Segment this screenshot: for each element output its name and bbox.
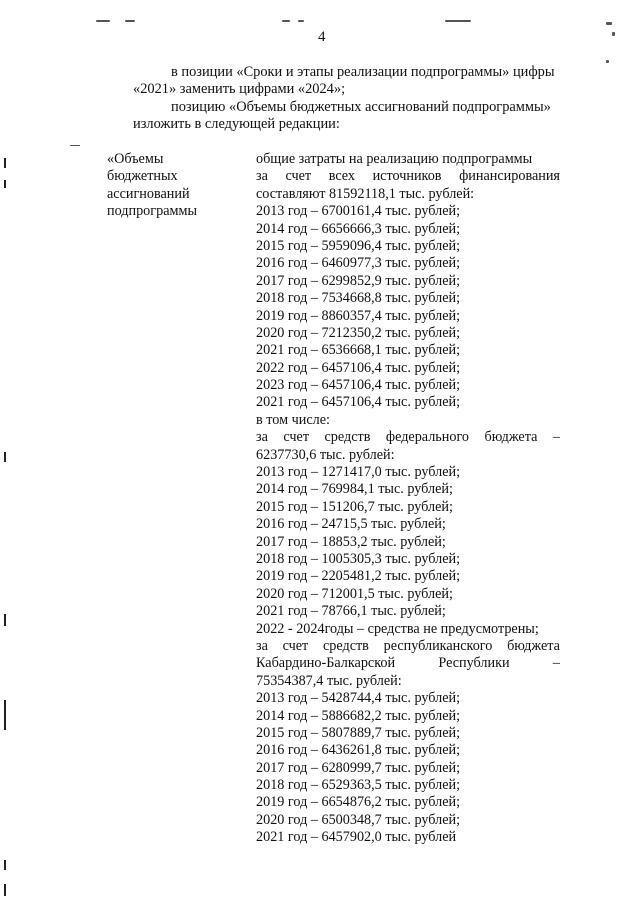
- label-line-3: ассигнований: [107, 185, 190, 202]
- federal-word: бюджета: [484, 429, 538, 446]
- republic-line-3: 75354387,4 тыс. рублей:: [256, 672, 402, 689]
- scan-mark-top-5: [445, 20, 471, 22]
- total-year-2019: 2019 год – 8860357,4 тыс. рублей;: [256, 307, 461, 324]
- republic-year-2020: 2020 год – 6500348,7 тыс. рублей;: [256, 811, 461, 828]
- margin-mark-1: [4, 158, 6, 168]
- federal-year-2020: 2020 год – 712001,5 тыс. рублей;: [256, 585, 453, 602]
- federal-year-2019: 2019 год – 2205481,2 тыс. рублей;: [256, 568, 461, 585]
- margin-mark-2: [4, 180, 6, 188]
- total-year-2017: 2017 год – 6299852,9 тыс. рублей;: [256, 272, 461, 289]
- total-year-2014: 2014 год – 6656666,3 тыс. рублей;: [256, 220, 461, 237]
- page-number: 4: [318, 29, 326, 45]
- position-label: [107, 151, 242, 221]
- federal-word: –: [552, 429, 560, 446]
- intro-line-3: позицию «Объемы бюджетных ассигнований подпрограммы»: [171, 98, 551, 115]
- total-word: за: [256, 168, 268, 185]
- total-year-2023: 2023 год – 6457106,4 тыс. рублей;: [256, 377, 461, 394]
- scan-mark-corner-2: [612, 32, 615, 36]
- intro-line-1: в позиции «Сроки и этапы реализации подпрограммы» цифры: [171, 64, 555, 80]
- republic-year-2016: 2016 год – 6436261,8 тыс. рублей;: [256, 742, 461, 759]
- margin-mark-6: [4, 860, 6, 870]
- federal-years-2022-2024: 2022 - 2024годы – средства не предусмотрены;: [256, 620, 539, 637]
- scan-mark-top-1: [96, 20, 110, 22]
- federal-year-2021: 2021 год – 78766,1 тыс. рублей;: [256, 603, 446, 620]
- position-value: [256, 151, 560, 847]
- federal-line-1: [256, 429, 560, 446]
- scan-mark-top-3: [282, 20, 290, 22]
- total-year-2013: 2013 год – 6700161,4 тыс. рублей;: [256, 203, 461, 220]
- scan-mark-left-dash: [70, 145, 80, 146]
- federal-year-2013: 2013 год – 1271417,0 тыс. рублей;: [256, 464, 461, 481]
- total-year-2022: 2022 год – 6457106,4 тыс. рублей;: [256, 359, 461, 376]
- margin-mark-3: [4, 452, 6, 462]
- federal-year-2015: 2015 год – 151206,7 тыс. рублей;: [256, 498, 453, 515]
- total-line-3: составляют 81592118,1 тыс. рублей:: [256, 185, 475, 202]
- margin-mark-7: [4, 884, 6, 896]
- republic-word: средств: [322, 637, 369, 654]
- republic-year-2013: 2013 год – 5428744,4 тыс. рублей;: [256, 690, 461, 707]
- total-year-2024: 2021 год – 6457106,4 тыс. рублей;: [256, 394, 461, 411]
- republic-year-2014: 2014 год – 5886682,2 тыс. рублей;: [256, 707, 461, 724]
- republic-line-2: [256, 655, 560, 672]
- including-line: в том числе:: [256, 411, 330, 428]
- republic-word: бюджета: [507, 637, 560, 654]
- scan-mark-top-4: [298, 20, 304, 22]
- scan-mark-top-2: [125, 20, 135, 22]
- republic-year-2018: 2018 год – 6529363,5 тыс. рублей;: [256, 777, 461, 794]
- intro-line-2: «2021» заменить цифрами «2024»;: [133, 81, 346, 98]
- total-year-2018: 2018 год – 7534668,8 тыс. рублей;: [256, 290, 461, 307]
- total-word: всех: [328, 168, 356, 185]
- total-line-2: [256, 168, 560, 185]
- total-year-2021: 2021 год – 6536668,1 тыс. рублей;: [256, 342, 461, 359]
- margin-mark-4: [4, 614, 6, 626]
- federal-year-2016: 2016 год – 24715,5 тыс. рублей;: [256, 516, 446, 533]
- republic-word: Республики: [438, 655, 510, 672]
- total-word: источников: [372, 168, 442, 185]
- federal-year-2017: 2017 год – 18853,2 тыс. рублей;: [256, 533, 446, 550]
- republic-word: республиканского: [383, 637, 493, 654]
- federal-word: средств: [324, 429, 371, 446]
- republic-word: –: [552, 655, 560, 672]
- republic-word: Кабардино-Балкарской: [256, 655, 396, 672]
- total-line-1: общие затраты на реализацию подпрограммы: [256, 151, 533, 167]
- republic-line-1: [256, 638, 560, 655]
- republic-year-2019: 2019 год – 6654876,2 тыс. рублей;: [256, 794, 461, 811]
- republic-word: за: [256, 637, 268, 654]
- federal-word: за: [256, 429, 268, 446]
- federal-word: счет: [283, 429, 310, 446]
- label-line-1: «Объемы: [107, 151, 164, 167]
- total-year-2020: 2020 год – 7212350,2 тыс. рублей;: [256, 324, 461, 341]
- republic-year-2017: 2017 год – 6280999,7 тыс. рублей;: [256, 759, 461, 776]
- total-word: счет: [285, 168, 312, 185]
- total-year-2015: 2015 год – 5959096,4 тыс. рублей;: [256, 237, 461, 254]
- scan-mark-corner-3: [606, 60, 609, 63]
- republic-year-2015: 2015 год – 5807889,7 тыс. рублей;: [256, 724, 461, 741]
- scan-mark-corner-1: [606, 22, 612, 25]
- label-line-4: подпрограммы: [107, 203, 197, 220]
- federal-year-2018: 2018 год – 1005305,3 тыс. рублей;: [256, 550, 461, 567]
- federal-line-2: 6237730,6 тыс. рублей:: [256, 446, 395, 463]
- label-line-2: бюджетных: [107, 168, 178, 185]
- republic-year-2021: 2021 год – 6457902,0 тыс. рублей: [256, 829, 457, 846]
- total-year-2016: 2016 год – 6460977,3 тыс. рублей;: [256, 255, 461, 272]
- intro-line-4: изложить в следующей редакции:: [133, 116, 340, 133]
- total-word: финансирования: [459, 168, 560, 185]
- federal-year-2014: 2014 год – 769984,1 тыс. рублей;: [256, 481, 453, 498]
- margin-mark-5: [4, 700, 6, 730]
- federal-word: федерального: [385, 429, 470, 446]
- republic-word: счет: [282, 637, 309, 654]
